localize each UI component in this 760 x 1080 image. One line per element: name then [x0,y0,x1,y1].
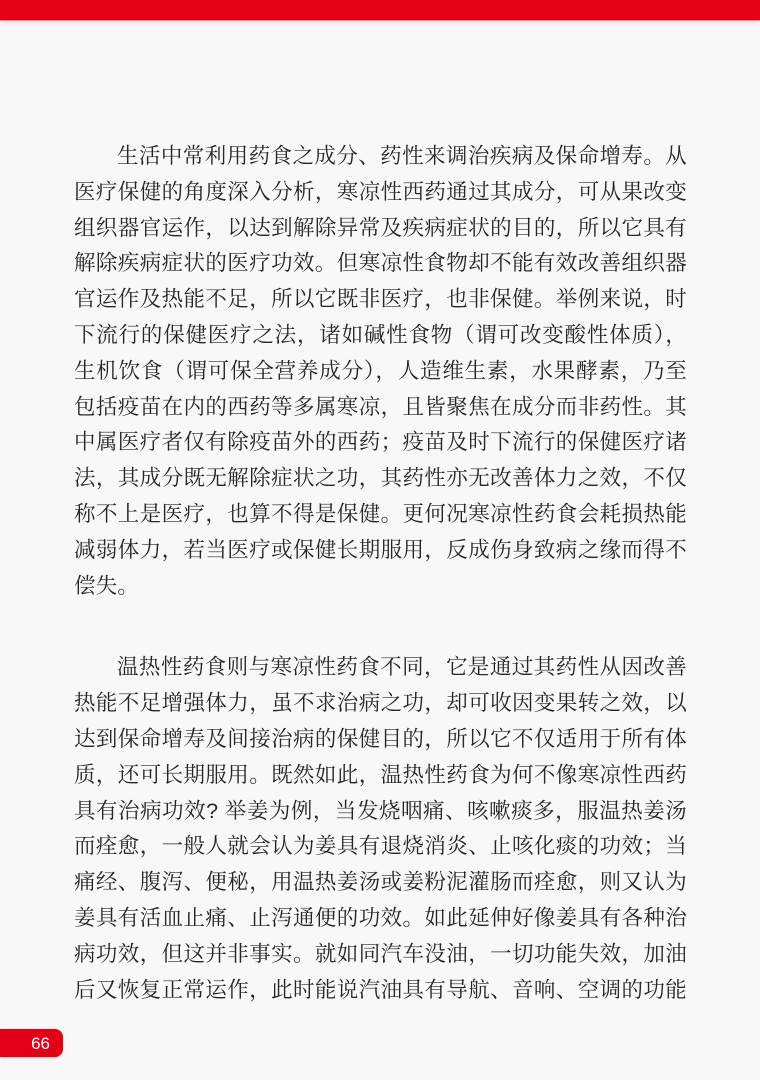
text-line: 解除疾病症状的医疗功效。但寒凉性食物却不能有效改善组织器 [74,251,687,276]
text-line: 病功效，但这并非事实。就如同汽车没油，一切功能失效，加油 [74,941,687,966]
text-line: 生活中常利用药食之成分、药性来调治疾病及保命增寿。从 [117,144,687,168]
page-body-text [74,139,687,1008]
text-line: 质，还可长期服用。既然如此，温热性药食为何不像寒凉性西药 [74,762,687,787]
paragraph [74,139,687,604]
text-line: 下流行的保健医疗之法，诸如碱性食物（谓可改变酸性体质）， [74,322,687,347]
text-line: 官运作及热能不足，所以它既非医疗，也非保健。举例来说，时 [74,287,687,312]
text-line: 偿失。 [74,573,140,598]
text-line: 具有治病功效? 举姜为例，当发烧咽痛、咳嗽痰多，服温热姜汤 [74,798,687,823]
page-number-badge [0,1029,63,1057]
page-top-accent-bar [0,0,760,20]
text-line: 后又恢复正常运作，此时能说汽油具有导航、音响、空调的功能 [74,977,687,1002]
text-line: 包括疫苗在内的西药等多属寒凉，且皆聚焦在成分而非药性。其 [74,394,687,419]
text-line: 姜具有活血止痛、止泻通便的功效。如此延伸好像姜具有各种治 [74,905,687,930]
text-line: 医疗保健的角度深入分析，寒凉性西药通过其成分，可从果改变 [74,179,687,204]
text-line: 痛经、腹泻、便秘，用温热姜汤或姜粉泥灌肠而痊愈，则又认为 [74,870,687,895]
text-line: 减弱体力，若当医疗或保健长期服用，反成伤身致病之缘而得不 [74,537,687,562]
text-line: 中属医疗者仅有除疫苗外的西药；疫苗及时下流行的保健医疗诸 [74,430,687,455]
text-line: 称不上是医疗，也算不得是保健。更何况寒凉性药食会耗损热能 [74,501,687,526]
text-line: 达到保命增寿及间接治病的保健目的，所以它不仅适用于所有体 [74,726,687,751]
text-line: 组织器官运作，以达到解除异常及疾病症状的目的，所以它具有 [74,215,687,240]
text-line: 法，其成分既无解除症状之功，其药性亦无改善体力之效，不仅 [74,466,687,491]
text-line: 而痊愈，一般人就会认为姜具有退烧消炎、止咳化痰的功效；当 [74,834,687,859]
text-line: 温热性药食则与寒凉性药食不同，它是通过其药性从因改善 [117,655,687,680]
paragraph [74,650,687,1008]
text-line: 生机饮食（谓可保全营养成分），人造维生素，水果酵素，乃至 [74,358,687,383]
page-number: 66 [31,1033,50,1053]
text-line: 热能不足增强体力，虽不求治病之功，却可收因变果转之效，以 [74,691,687,716]
